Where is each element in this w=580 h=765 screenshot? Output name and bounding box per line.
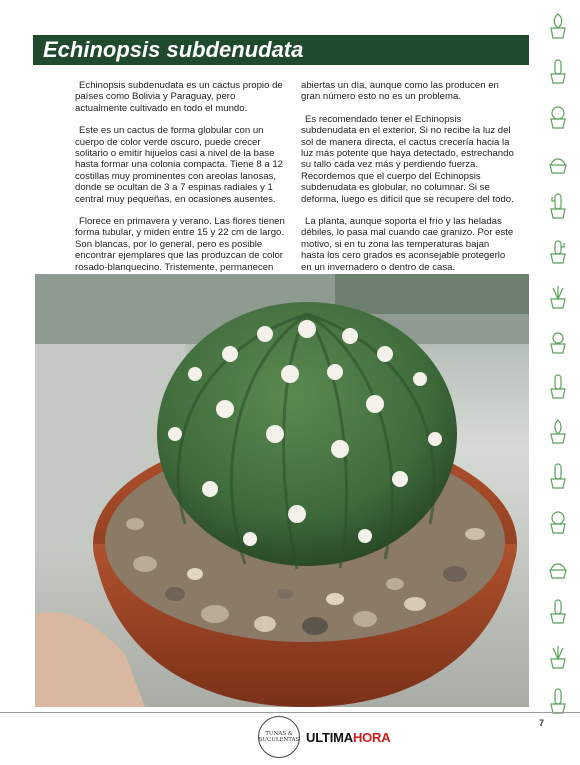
brand-part-1: ULTIMA xyxy=(306,730,353,745)
cactus-pot-icon xyxy=(545,55,571,85)
cactus-pot-icon xyxy=(545,505,571,535)
cactus-pot-icon xyxy=(545,235,571,265)
ultimahora-logo xyxy=(306,730,390,745)
sidebar-decoration xyxy=(541,10,575,715)
cactus-pot-icon xyxy=(545,595,571,625)
succulent-icon xyxy=(545,280,571,310)
paragraph: La planta, aunque soporta el frío y las heladas débiles, lo pasa mal cuando cae granizo. Por este motivo, si en tu zona las temperaturas bajan hasta los cero grados es aconsejable protegerlo en un invernadero o dentro de casa. xyxy=(301,216,514,273)
page-number: 7 xyxy=(539,718,545,728)
cactus-pot-icon xyxy=(545,685,571,715)
succulent-icon xyxy=(545,550,571,580)
column-left xyxy=(75,80,289,273)
page-title: Echinopsis subdenudata xyxy=(43,37,304,62)
brand-part-2: HORA xyxy=(352,730,391,745)
cactus-photo xyxy=(35,274,529,707)
paragraph: Florece en primavera y verano. Las flores tienen forma tubular, y miden entre 15 y 22 cm de largo. Son blancas, por lo general, pero es posible encontrar ejemplares que las produzcan de color rosado-blanquecino. Tristemente, permanecen xyxy=(75,216,285,273)
succulent-icon xyxy=(545,640,571,670)
cactus-illustration xyxy=(35,274,529,707)
footer-divider xyxy=(0,712,580,713)
logo-line: SUCULENTAS xyxy=(258,737,300,743)
cactus-body xyxy=(157,302,457,566)
succulent-icon xyxy=(545,415,571,445)
cactus-pot-icon xyxy=(545,190,571,220)
paragraph: Echinopsis subdenudata es un cactus propio de países como Bolivia y Paraguay, pero actualmente cultivado en todo el mundo. xyxy=(75,80,283,114)
cactus-pot-icon xyxy=(545,100,571,130)
paragraph: Es recomendado tener el Echinopsis subdenudata en el exterior. Si no recibe la luz del sol de manera directa, el cactus crecería hacia la luz más potente que haya detectado, estrechando su tallo cada vez más y perdiendo fuerza. Recordemos que el cuerpo del Echinopsis subdenudata es globular, no columnar. Si se deforma, luego es difícil que se recupere del todo. xyxy=(301,113,514,205)
title-bar xyxy=(33,35,529,65)
cactus-pot-icon xyxy=(545,370,571,400)
background-plants xyxy=(335,274,529,314)
tunas-suculentas-logo xyxy=(258,716,300,758)
article-body xyxy=(75,80,515,273)
paragraph: abiertas un día, aunque como las producen en gran número esto no es un problema. xyxy=(301,80,499,103)
cactus-pot-icon xyxy=(545,460,571,490)
cactus-pot-icon xyxy=(545,325,571,355)
logo-line: TUNAS & xyxy=(265,731,293,737)
paragraph: Este es un cactus de forma globular con un cuerpo de color verde oscuro, puede crecer solitario o emitir hijuelos casi a nivel de la base hasta formar una colonia compacta. Tiene 8 a 12 costillas muy prominentes con areolas lanosas, donde se ocultan de 3 a 7 espinas radiales y 1 central muy pequeñas, en ocasiones ausentes. xyxy=(75,125,283,205)
succulent-icon xyxy=(545,10,571,40)
succulent-icon xyxy=(545,145,571,175)
column-right xyxy=(301,80,515,273)
